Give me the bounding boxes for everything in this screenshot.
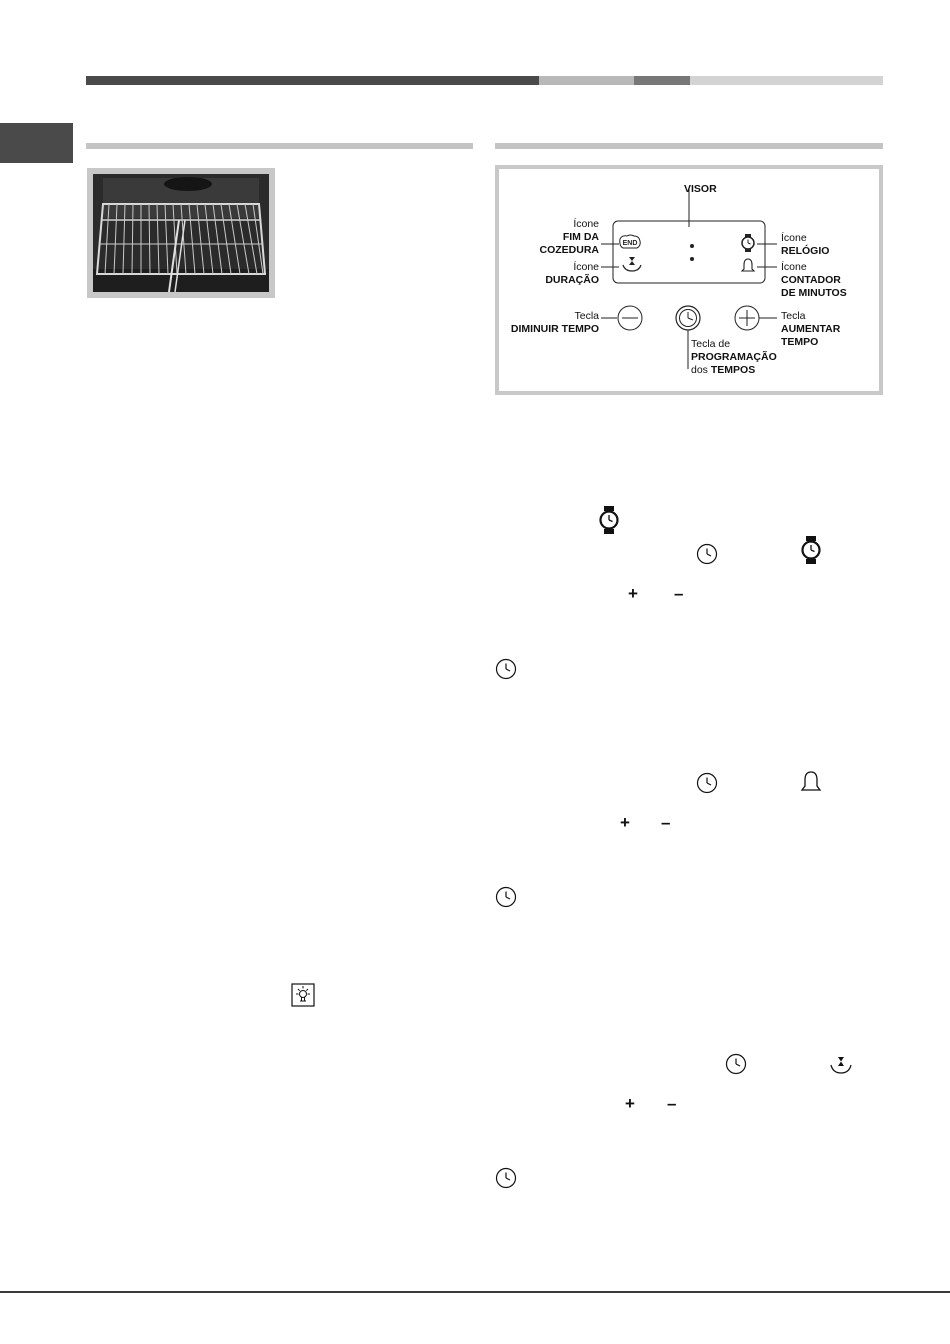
minus-sign: –	[674, 584, 684, 603]
right-section-rule	[495, 143, 883, 149]
end-icon-text: END	[622, 240, 638, 247]
footer-rule	[0, 1291, 950, 1293]
clock-icon	[740, 233, 756, 253]
bell-icon	[800, 770, 822, 794]
plus-sign: +	[625, 1094, 635, 1113]
minus-sign: –	[667, 1094, 677, 1113]
oven-rack-photo	[87, 168, 275, 298]
programming-clock-icon	[495, 1167, 517, 1189]
header-stripe-pale	[690, 76, 883, 85]
end-label: Ícone FIM DA COZEDURA	[539, 218, 599, 256]
control-panel-diagram	[495, 165, 883, 395]
header-stripe-dark	[86, 76, 539, 85]
increase-key-label: Tecla AUMENTAR TEMPO	[781, 310, 841, 348]
duration-icon	[829, 1055, 853, 1077]
programming-clock-icon	[696, 772, 718, 794]
watch-icon	[801, 536, 821, 564]
language-tab-marker	[0, 123, 73, 163]
end-icon	[617, 233, 643, 253]
oven-rack-illustration	[93, 174, 269, 292]
visor-label: VISOR	[684, 183, 717, 195]
decrease-key-label: Tecla DIMINUIR TEMPO	[510, 310, 599, 335]
plus-sign: +	[628, 584, 638, 603]
plus-sign: +	[620, 813, 630, 832]
programming-clock-icon	[495, 658, 517, 680]
left-section-rule	[86, 143, 473, 149]
watch-icon	[599, 506, 619, 534]
minute-minder-label: Ícone CONTADOR DE MINUTOS	[781, 261, 847, 299]
programming-key-label: Tecla de PROGRAMAÇÃO dos TEMPOS	[691, 338, 777, 376]
clock-label: Ícone RELÓGIO	[781, 232, 830, 257]
header-stripe-mid	[634, 76, 690, 85]
duration-label: Ícone DURAÇÃO	[545, 261, 599, 286]
programming-clock-icon	[725, 1053, 747, 1075]
lamp-icon	[291, 983, 315, 1007]
duration-icon	[621, 255, 643, 275]
header-stripe-light	[539, 76, 634, 85]
programming-clock-icon	[696, 543, 718, 565]
programming-clock-icon	[495, 886, 517, 908]
bell-icon	[740, 257, 756, 275]
minus-sign: –	[661, 813, 671, 832]
